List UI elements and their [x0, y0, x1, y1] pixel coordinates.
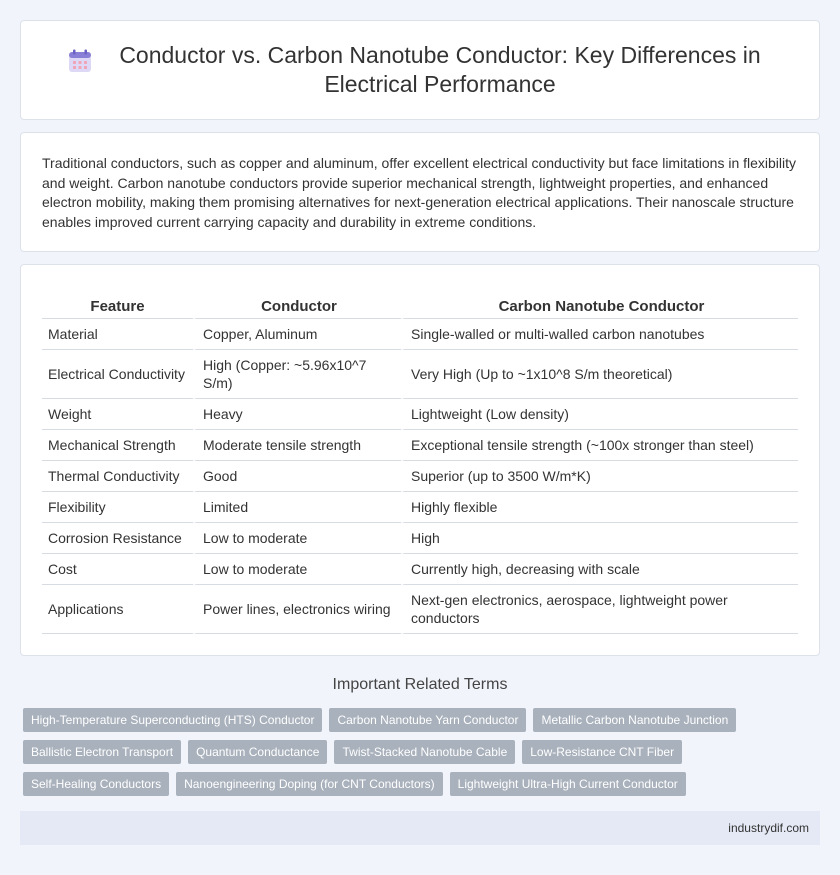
title-card — [20, 20, 820, 120]
tag-ballistic-electron-transport[interactable]: Ballistic Electron Transport — [23, 740, 181, 764]
table-row — [42, 399, 798, 430]
tag-row — [23, 740, 823, 764]
cnt-cell: Currently high, decreasing with scale — [401, 554, 798, 585]
cnt-cell: Highly flexible — [401, 492, 798, 523]
cnt-cell: Superior (up to 3500 W/m*K) — [401, 461, 798, 492]
comparison-table-card — [20, 264, 820, 656]
table-row — [42, 430, 798, 461]
cnt-cell: Very High (Up to ~1x10^8 S/m theoretical) — [401, 350, 798, 399]
tag-twist-stacked-cable[interactable]: Twist-Stacked Nanotube Cable — [334, 740, 515, 764]
table-row — [42, 523, 798, 554]
footer — [20, 811, 820, 845]
conductor-cell: Low to moderate — [193, 523, 401, 554]
feature-cell: Flexibility — [42, 492, 193, 523]
header-conductor: Conductor — [193, 295, 401, 319]
cnt-cell: Next-gen electronics, aerospace, lightweight power conductors — [401, 585, 798, 634]
table-header-row — [42, 295, 798, 319]
intro-paragraph: Traditional conductors, such as copper and aluminum, offer excellent electrical conductivity but face limitations in flexibility and weight. Carbon nanotube conductors provide superior mechanical strength, lightweight properties, and enhanced electron mobility, making them promising alternatives for next-generation electrical applications. Their nanoscale structure enables improved current carrying capacity and durability in extreme conditions. — [42, 155, 797, 230]
table-row — [42, 492, 798, 523]
tag-row — [23, 772, 823, 796]
table-row — [42, 461, 798, 492]
table-row — [42, 350, 798, 399]
feature-cell: Corrosion Resistance — [42, 523, 193, 554]
conductor-cell: Good — [193, 461, 401, 492]
comparison-table — [42, 295, 798, 634]
cnt-cell: Single-walled or multi-walled carbon nanotubes — [401, 319, 798, 350]
tag-hts-conductor[interactable]: High-Temperature Superconducting (HTS) Conductor — [23, 708, 322, 732]
tag-metallic-cnt-junction[interactable]: Metallic Carbon Nanotube Junction — [533, 708, 736, 732]
tag-cnt-yarn-conductor[interactable]: Carbon Nanotube Yarn Conductor — [329, 708, 526, 732]
table-row — [42, 554, 798, 585]
feature-cell: Cost — [42, 554, 193, 585]
header-cnt-conductor: Carbon Nanotube Conductor — [401, 295, 798, 319]
cnt-cell: High — [401, 523, 798, 554]
table-row — [42, 585, 798, 634]
tag-row — [23, 708, 823, 732]
feature-cell: Material — [42, 319, 193, 350]
feature-cell: Mechanical Strength — [42, 430, 193, 461]
table-row — [42, 319, 798, 350]
tag-low-resistance-cnt-fiber[interactable]: Low-Resistance CNT Fiber — [522, 740, 682, 764]
tag-ultra-high-current-conductor[interactable]: Lightweight Ultra-High Current Conductor — [450, 772, 686, 796]
conductor-cell: Power lines, electronics wiring — [193, 585, 401, 634]
tag-self-healing-conductors[interactable]: Self-Healing Conductors — [23, 772, 169, 796]
conductor-cell: Copper, Aluminum — [193, 319, 401, 350]
tag-nanoengineering-doping[interactable]: Nanoengineering Doping (for CNT Conductors) — [176, 772, 443, 796]
feature-cell: Thermal Conductivity — [42, 461, 193, 492]
feature-cell: Applications — [42, 585, 193, 634]
footer-site-link[interactable]: industrydif.com — [728, 821, 809, 835]
header-feature: Feature — [42, 295, 193, 319]
related-terms-heading: Important Related Terms — [332, 676, 508, 693]
conductor-cell: Moderate tensile strength — [193, 430, 401, 461]
feature-cell: Weight — [42, 399, 193, 430]
cnt-cell: Lightweight (Low density) — [401, 399, 798, 430]
conductor-cell: Heavy — [193, 399, 401, 430]
intro-card — [20, 132, 820, 252]
cnt-cell: Exceptional tensile strength (~100x stronger than steel) — [401, 430, 798, 461]
conductor-cell: Limited — [193, 492, 401, 523]
related-terms-tags — [23, 708, 823, 804]
tag-quantum-conductance[interactable]: Quantum Conductance — [188, 740, 327, 764]
conductor-cell: High (Copper: ~5.96x10^7 S/m) — [193, 350, 401, 399]
conductor-cell: Low to moderate — [193, 554, 401, 585]
page-title: Conductor vs. Carbon Nanotube Conductor: Key Differences in Electrical Performance — [119, 42, 761, 97]
feature-cell: Electrical Conductivity — [42, 350, 193, 399]
